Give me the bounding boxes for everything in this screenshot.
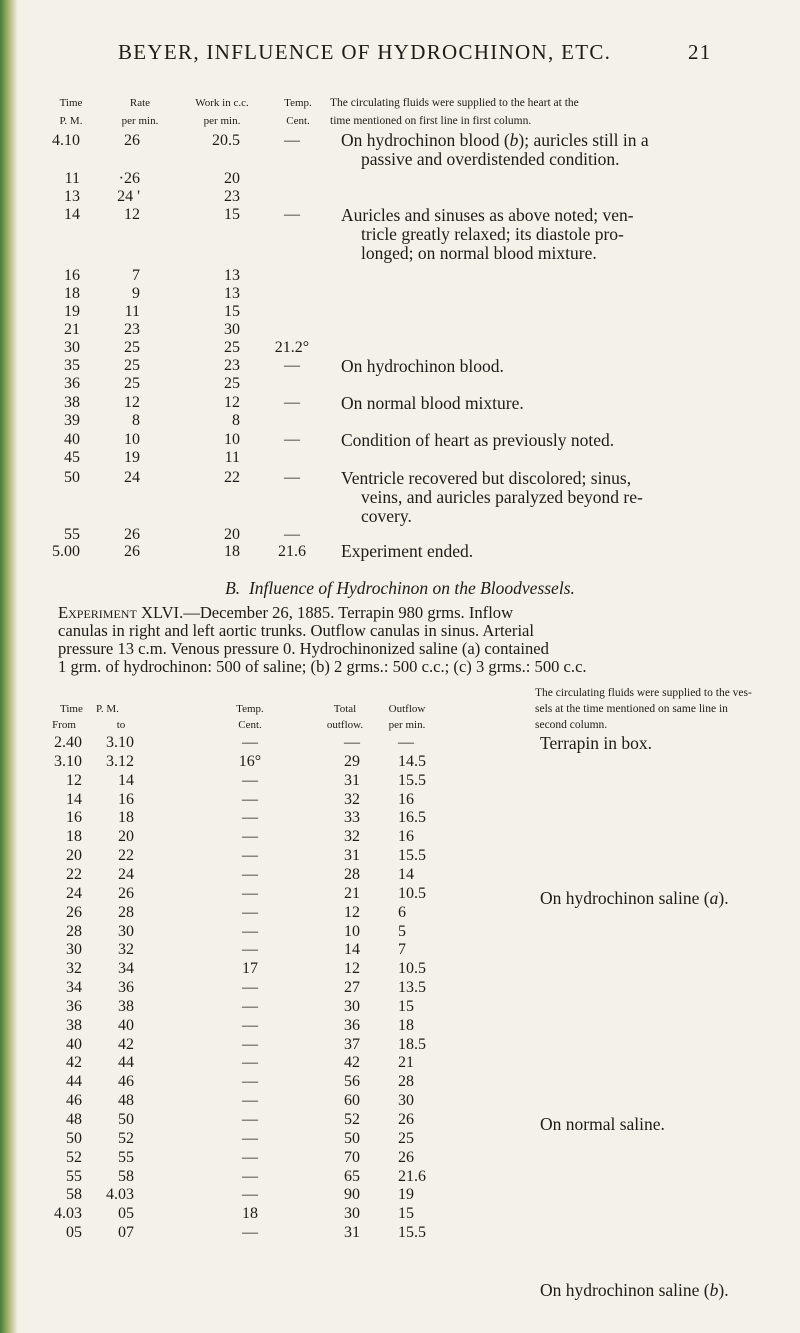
note-auricles-sinuses: Auricles and sinuses as above noted; ven- tricle greatly relaxed; its diastole pro- longed; on normal blood mixture.: [341, 205, 634, 263]
cell-outflow: 25: [398, 1130, 414, 1147]
col-header-total-unit: outflow.: [326, 719, 364, 731]
cell-from: 12: [66, 772, 82, 789]
cell-time: 11: [64, 170, 80, 187]
col-header-from: From: [52, 719, 76, 731]
cell-work: 20.5: [212, 132, 240, 149]
cell-outflow: 15.5: [398, 847, 426, 864]
cell-temp: —: [242, 1073, 258, 1090]
cell-total: 65: [344, 1168, 360, 1185]
col-header-temp: Temp.: [236, 703, 264, 715]
col-header-to: to: [116, 719, 126, 731]
cell-from: 52: [66, 1149, 82, 1166]
cell-total: 28: [344, 866, 360, 883]
cell-rate: 24: [124, 469, 140, 486]
note-hydrochinon-saline-a: On hydrochinon saline (a).: [540, 888, 729, 908]
cell-work: 30: [224, 321, 240, 338]
cell-work: 22: [224, 469, 240, 486]
cell-outflow: 15: [398, 1205, 414, 1222]
cell-total: 27: [344, 979, 360, 996]
cell-temp: —: [242, 1224, 258, 1241]
cell-total: 32: [344, 791, 360, 808]
cell-total: 31: [344, 772, 360, 789]
cell-total: 31: [344, 1224, 360, 1241]
cell-temp: —: [242, 847, 258, 864]
cell-from: 24: [66, 885, 82, 902]
cell-to: 36: [118, 979, 134, 996]
cell-from: 38: [66, 1017, 82, 1034]
cell-temp: —: [242, 1036, 258, 1053]
cell-temp: —: [242, 923, 258, 940]
cell-from: 3.10: [54, 753, 82, 770]
notes-header-line1: The circulating fluids were supplied to the ves-: [535, 687, 752, 699]
cell-temp: —: [242, 772, 258, 789]
cell-from: 42: [66, 1054, 82, 1071]
cell-outflow: 5: [398, 923, 406, 940]
cell-total: 56: [344, 1073, 360, 1090]
cell-time: 30: [64, 339, 80, 356]
cell-from: 28: [66, 923, 82, 940]
cell-to: 05: [118, 1205, 134, 1222]
cell-from: 18: [66, 828, 82, 845]
cell-outflow: 10.5: [398, 960, 426, 977]
notes-header-line2: time mentioned on first line in first column.: [330, 115, 532, 127]
cell-temp: —: [242, 998, 258, 1015]
cell-temp: —: [242, 885, 258, 902]
cell-time: 38: [64, 394, 80, 411]
cell-rate: 7: [132, 267, 140, 284]
cell-outflow: 16.5: [398, 809, 426, 826]
note-terrapin-in-box: Terrapin in box.: [540, 733, 653, 753]
cell-time: 4.10: [52, 132, 80, 149]
cell-time: 13: [64, 188, 80, 205]
cell-temp: 21.2°: [274, 339, 310, 356]
notes-header-line3: second column.: [535, 719, 608, 731]
cell-outflow: 15: [398, 998, 414, 1015]
cell-outflow: 26: [398, 1149, 414, 1166]
cell-to: 34: [118, 960, 134, 977]
cell-time: 14: [64, 206, 80, 223]
col-header-time: Time: [60, 703, 83, 715]
cell-from: 46: [66, 1092, 82, 1109]
note-experiment-ended: Experiment ended.: [341, 541, 474, 561]
page-header: [0, 40, 800, 70]
cell-outflow: 13.5: [398, 979, 426, 996]
cell-to: 40: [118, 1017, 134, 1034]
cell-total: 29: [344, 753, 360, 770]
cell-from: 58: [66, 1186, 82, 1203]
col-header-rate: Rate: [129, 97, 151, 109]
cell-rate: 12: [124, 394, 140, 411]
cell-from: 34: [66, 979, 82, 996]
cell-to: 3.10: [106, 734, 134, 751]
col-header-total: Total: [333, 703, 357, 715]
cell-total: 32: [344, 828, 360, 845]
cell-total: 10: [344, 923, 360, 940]
cell-outflow: 14.5: [398, 753, 426, 770]
cell-rate: 25: [124, 339, 140, 356]
cell-outflow: 18: [398, 1017, 414, 1034]
cell-to: 55: [118, 1149, 134, 1166]
cell-time: 21: [64, 321, 80, 338]
cell-outflow: —: [398, 734, 414, 751]
cell-work: 20: [224, 526, 240, 543]
cell-time: 50: [64, 469, 80, 486]
col-header-work: Work in c.c.: [195, 97, 249, 109]
cell-to: 16: [118, 791, 134, 808]
cell-rate: ·26: [118, 170, 140, 187]
cell-from: 30: [66, 941, 82, 958]
cell-total: 52: [344, 1111, 360, 1128]
cell-total: 33: [344, 809, 360, 826]
cell-temp: —: [284, 431, 300, 448]
cell-work: 15: [224, 303, 240, 320]
cell-time: 35: [64, 357, 80, 374]
cell-outflow: 14: [398, 866, 414, 883]
cell-from: 44: [66, 1073, 82, 1090]
col-header-outflow: Outflow: [388, 703, 426, 715]
cell-temp: 18: [242, 1205, 258, 1222]
cell-work: 25: [224, 375, 240, 392]
cell-rate: 8: [132, 412, 140, 429]
col-header-temp-unit: Cent.: [286, 115, 310, 127]
cell-outflow: 26: [398, 1111, 414, 1128]
cell-from: 32: [66, 960, 82, 977]
cell-time: 5.00: [52, 543, 80, 560]
cell-time: 39: [64, 412, 80, 429]
cell-to: 22: [118, 847, 134, 864]
cell-from: 48: [66, 1111, 82, 1128]
note-normal-saline: On normal saline.: [540, 1114, 665, 1134]
cell-temp: —: [242, 828, 258, 845]
note-ventricle-recovered: Ventricle recovered but discolored; sinus, veins, and auricles paralyzed beyond re- covery.: [341, 468, 643, 526]
cell-work: 13: [224, 285, 240, 302]
cell-outflow: 19: [398, 1186, 414, 1203]
cell-temp: 21.6: [278, 543, 306, 560]
cell-to: 58: [118, 1168, 134, 1185]
cell-temp: —: [242, 904, 258, 921]
cell-to: 4.03: [106, 1186, 134, 1203]
cell-outflow: 15.5: [398, 772, 426, 789]
note-hydrochinon-blood-auricles: On hydrochinon blood (b); auricles still in a passive and overdistended condition.: [341, 130, 649, 169]
cell-temp: —: [242, 734, 258, 751]
note-hydrochinon-saline-b: On hydrochinon saline (b).: [540, 1280, 729, 1300]
cell-total: 36: [344, 1017, 360, 1034]
cell-work: 23: [224, 357, 240, 374]
col-header-time: Time: [59, 97, 83, 109]
col-header-temp: Temp.: [284, 97, 312, 109]
cell-temp: —: [242, 1111, 258, 1128]
cell-rate: 12: [124, 206, 140, 223]
cell-temp: —: [242, 1017, 258, 1034]
cell-temp: —: [242, 791, 258, 808]
cell-to: 42: [118, 1036, 134, 1053]
cell-to: 32: [118, 941, 134, 958]
cell-time: 40: [64, 431, 80, 448]
cell-rate: 19: [124, 449, 140, 466]
cell-to: 38: [118, 998, 134, 1015]
col-header-time-unit: P. M.: [96, 703, 119, 715]
cell-to: 26: [118, 885, 134, 902]
notes-header-line1: The circulating fluids were supplied to the heart at the: [330, 97, 579, 109]
cell-total: 12: [344, 904, 360, 921]
cell-total: 60: [344, 1092, 360, 1109]
cell-temp: —: [242, 809, 258, 826]
cell-from: 2.40: [54, 734, 82, 751]
cell-time: 45: [64, 449, 80, 466]
note-condition-of-heart: Condition of heart as previously noted.: [341, 430, 615, 450]
col-header-time-unit: P. M.: [59, 115, 83, 127]
cell-temp: —: [284, 206, 300, 223]
cell-work: 12: [224, 394, 240, 411]
cell-temp: —: [242, 866, 258, 883]
cell-work: 10: [224, 431, 240, 448]
book-spine-edge: [0, 0, 18, 1333]
cell-temp: —: [242, 1092, 258, 1109]
cell-outflow: 16: [398, 791, 414, 808]
cell-temp: —: [242, 1168, 258, 1185]
cell-to: 44: [118, 1054, 134, 1071]
cell-temp: 17: [242, 960, 258, 977]
cell-temp: —: [242, 1130, 258, 1147]
cell-rate: 24 ': [117, 188, 140, 205]
cell-rate: 10: [124, 431, 140, 448]
cell-outflow: 18.5: [398, 1036, 426, 1053]
cell-temp: —: [284, 357, 300, 374]
note-on-hydrochinon-blood: On hydrochinon blood.: [341, 356, 504, 376]
cell-from: 4.03: [54, 1205, 82, 1222]
cell-outflow: 21: [398, 1054, 414, 1071]
cell-to: 3.12: [106, 753, 134, 770]
cell-outflow: 10.5: [398, 885, 426, 902]
cell-total: 30: [344, 998, 360, 1015]
cell-outflow: 28: [398, 1073, 414, 1090]
cell-temp: —: [242, 979, 258, 996]
cell-to: 28: [118, 904, 134, 921]
cell-to: 20: [118, 828, 134, 845]
cell-to: 07: [118, 1224, 134, 1241]
cell-temp: 16°: [238, 753, 262, 770]
cell-to: 52: [118, 1130, 134, 1147]
cell-total: 37: [344, 1036, 360, 1053]
cell-time: 55: [64, 526, 80, 543]
cell-to: 18: [118, 809, 134, 826]
cell-from: 14: [66, 791, 82, 808]
cell-temp: —: [242, 1186, 258, 1203]
cell-to: 14: [118, 772, 134, 789]
cell-temp: —: [242, 941, 258, 958]
experiment-label: Experiment: [58, 603, 137, 622]
cell-time: 16: [64, 267, 80, 284]
cell-total: 14: [344, 941, 360, 958]
cell-time: 36: [64, 375, 80, 392]
cell-rate: 25: [124, 375, 140, 392]
cell-from: 26: [66, 904, 82, 921]
cell-outflow: 6: [398, 904, 406, 921]
cell-from: 50: [66, 1130, 82, 1147]
cell-from: 05: [66, 1224, 82, 1241]
page-number: 21: [688, 40, 712, 64]
cell-time: 19: [64, 303, 80, 320]
cell-rate: 25: [124, 357, 140, 374]
cell-to: 24: [118, 866, 134, 883]
cell-rate: 11: [124, 303, 140, 320]
cell-outflow: 21.6: [398, 1168, 426, 1185]
cell-from: 40: [66, 1036, 82, 1053]
cell-to: 48: [118, 1092, 134, 1109]
notes-header-line2: sels at the time mentioned on same line in: [535, 703, 728, 715]
cell-work: 25: [224, 339, 240, 356]
cell-total: 50: [344, 1130, 360, 1147]
cell-rate: 26: [124, 526, 140, 543]
running-head: BEYER, INFLUENCE OF HYDROCHINON, ETC.: [118, 40, 612, 64]
cell-temp: —: [242, 1149, 258, 1166]
cell-from: 55: [66, 1168, 82, 1185]
cell-rate: 9: [132, 285, 140, 302]
cell-from: 16: [66, 809, 82, 826]
cell-to: 46: [118, 1073, 134, 1090]
cell-temp: —: [284, 132, 300, 149]
cell-to: 30: [118, 923, 134, 940]
cell-total: 90: [344, 1186, 360, 1203]
cell-work: 20: [224, 170, 240, 187]
cell-time: 18: [64, 285, 80, 302]
col-header-rate-unit: per min.: [121, 115, 159, 127]
note-on-normal-blood: On normal blood mixture.: [341, 393, 524, 413]
cell-total: 31: [344, 847, 360, 864]
cell-total: 12: [344, 960, 360, 977]
cell-rate: 23: [124, 321, 140, 338]
cell-rate: 26: [124, 132, 140, 149]
cell-from: 36: [66, 998, 82, 1015]
cell-temp: —: [284, 469, 300, 486]
cell-work: 15: [224, 206, 240, 223]
cell-total: 70: [344, 1149, 360, 1166]
cell-total: 42: [344, 1054, 360, 1071]
cell-from: 20: [66, 847, 82, 864]
col-header-temp-unit: Cent.: [238, 719, 262, 731]
cell-from: 22: [66, 866, 82, 883]
cell-work: 8: [232, 412, 240, 429]
section-title: B. Influence of Hydrochinon on the Bloodvessels.: [225, 578, 575, 598]
col-header-work-unit: per min.: [203, 115, 241, 127]
cell-outflow: 7: [398, 941, 406, 958]
cell-total: 30: [344, 1205, 360, 1222]
cell-outflow: 15.5: [398, 1224, 426, 1241]
cell-temp: —: [284, 526, 300, 543]
cell-work: 11: [224, 449, 240, 466]
cell-to: 50: [118, 1111, 134, 1128]
cell-outflow: 16: [398, 828, 414, 845]
cell-total: —: [344, 734, 360, 751]
col-header-outflow-unit: per min.: [388, 719, 426, 731]
cell-work: 23: [224, 188, 240, 205]
cell-work: 18: [224, 543, 240, 560]
cell-temp: —: [242, 1054, 258, 1071]
cell-rate: 26: [124, 543, 140, 560]
cell-total: 21: [344, 885, 360, 902]
cell-work: 13: [224, 267, 240, 284]
cell-temp: —: [284, 394, 300, 411]
cell-outflow: 30: [398, 1092, 414, 1109]
